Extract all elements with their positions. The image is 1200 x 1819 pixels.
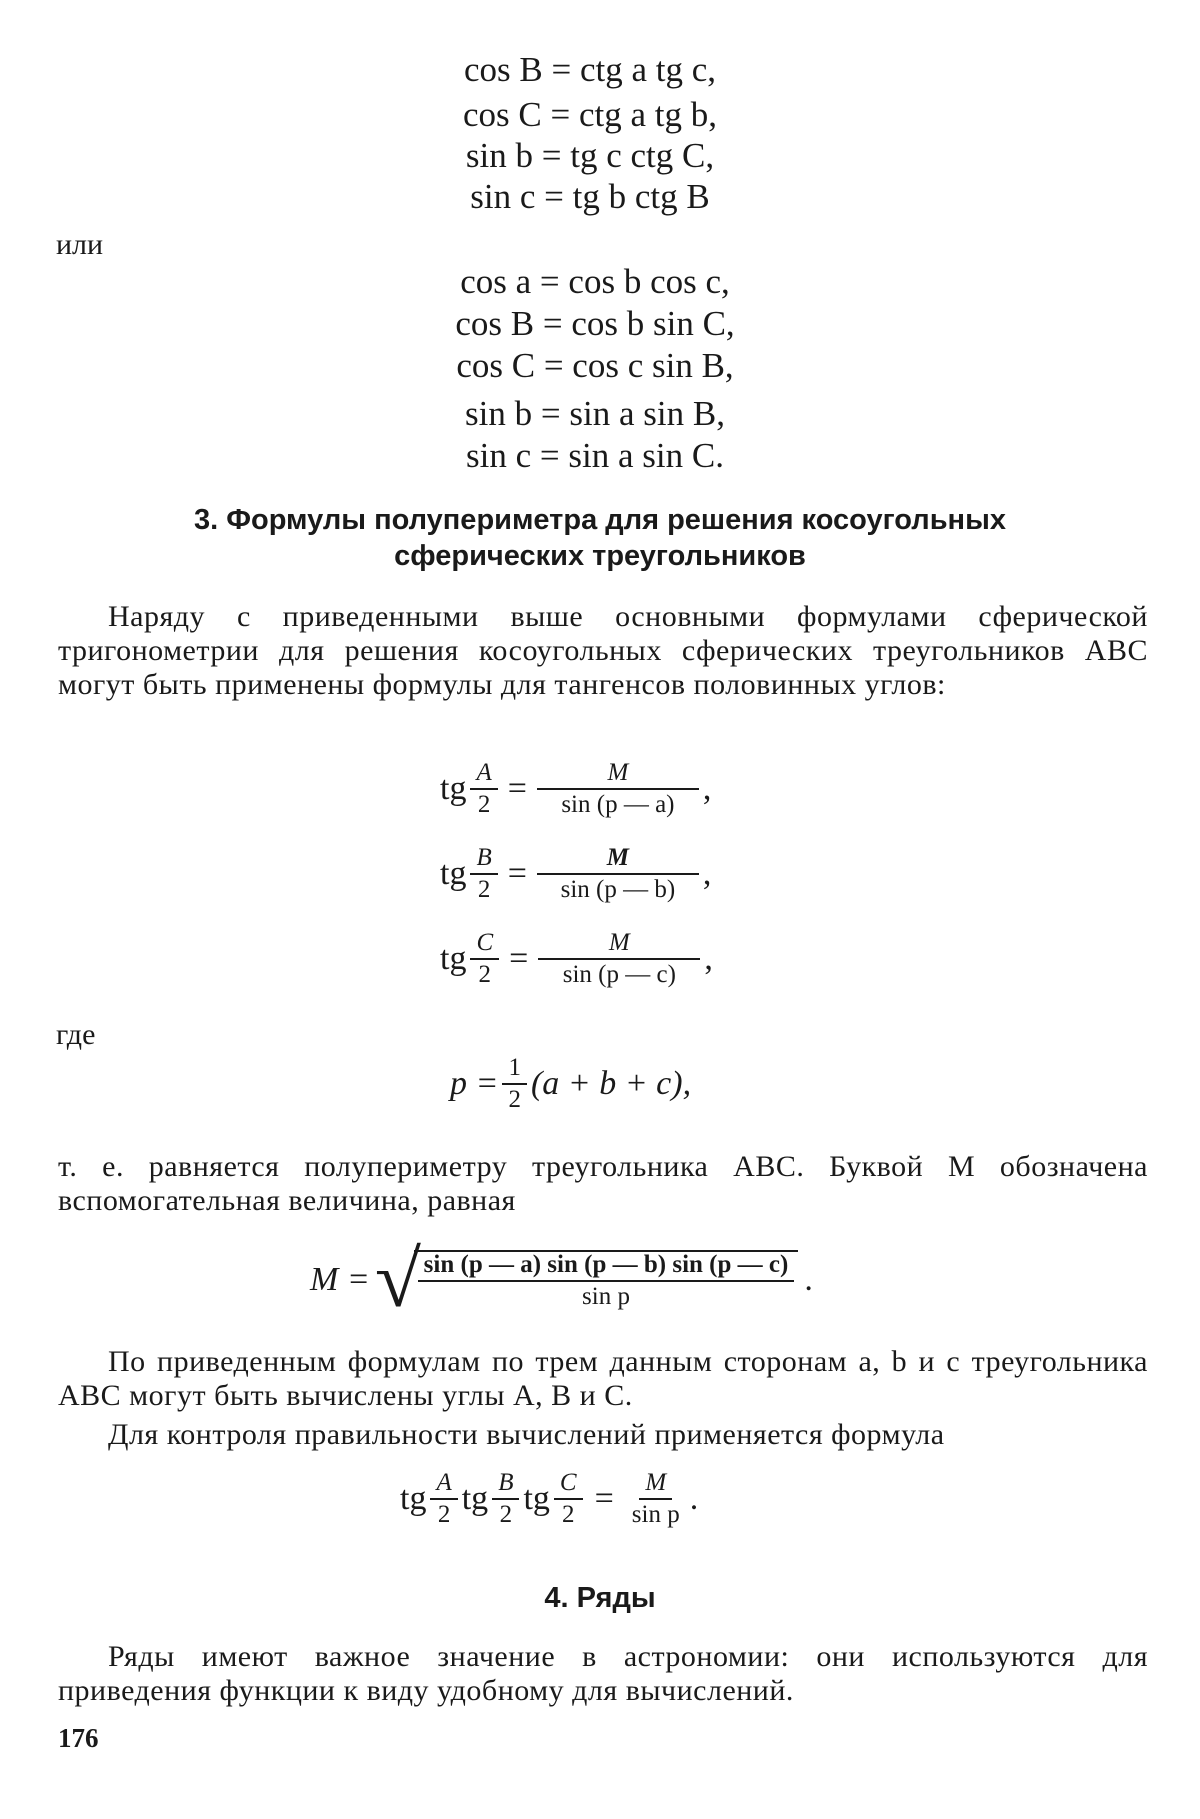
fraction-denominator: 2 (437, 1501, 451, 1529)
equation-cosa-cos: cos a = cos b cos c, (460, 262, 730, 301)
trailing-comma: , (702, 770, 712, 808)
equals-sign: = (509, 940, 529, 978)
p-rhs: (a + b + c), (530, 1065, 692, 1103)
tg-label: tg (400, 1480, 427, 1518)
fraction-denominator: 2 (508, 1086, 521, 1114)
section-4-heading: 4. Ряды (544, 1582, 656, 1614)
formula-M (310, 1236, 813, 1324)
fraction-numerator: M (537, 760, 699, 790)
tg-label: tg (523, 1480, 550, 1518)
fraction-A-over-2 (430, 1470, 457, 1529)
fraction-denominator: 2 (562, 1501, 575, 1529)
tg-label: tg (440, 855, 467, 893)
equals-sign: = (507, 770, 527, 808)
formula-tg-C (440, 930, 713, 989)
fraction-denominator: sin (p — a) (561, 791, 675, 819)
equation-cosB-ctg: cos B = ctg a tg c, (463, 50, 717, 89)
equals-sign: = (594, 1480, 614, 1518)
fraction-denominator: sin p (582, 1283, 630, 1310)
fraction-numerator: B (492, 1470, 519, 1500)
fraction-B-over-2 (470, 845, 497, 904)
word-ili: или (56, 228, 104, 261)
fraction-M-over-sin (538, 930, 700, 989)
fraction-numerator: 1 (502, 1055, 527, 1085)
formula-control (400, 1470, 698, 1529)
trailing-comma: , (702, 855, 712, 893)
formula-semiperimeter (450, 1055, 691, 1114)
paragraph-series: Ряды имеют важное значение в астрономии: они используются для приведения функции к виду удобному для вычислений. (58, 1640, 1148, 1707)
trailing-period: . (689, 1480, 699, 1518)
fraction-numerator: A (470, 760, 497, 790)
formula-tg-B (440, 845, 711, 904)
fraction-one-half (502, 1055, 527, 1114)
fraction-numerator: C (554, 1470, 583, 1500)
page-number: 176 (58, 1723, 99, 1753)
fraction-M-over-sinp (626, 1470, 686, 1529)
fraction-denominator: 2 (477, 791, 491, 819)
fraction-A-over-2 (470, 760, 497, 819)
fraction-numerator: C (470, 930, 499, 960)
fraction-numerator: M (639, 1470, 672, 1500)
fraction-denominator: sin (p — c) (562, 961, 676, 989)
fraction-denominator: sin (p — b) (560, 876, 676, 904)
paragraph-control: Для контроля правильности вычислений применяется формула (108, 1418, 945, 1451)
fraction-denominator: 2 (477, 876, 491, 904)
word-gde: где (56, 1018, 96, 1051)
fraction-M-over-sin (537, 845, 699, 904)
fraction-M-radicand (418, 1252, 795, 1311)
equation-cosC-cos: cos C = cos c sin B, (456, 346, 734, 385)
fraction-numerator: M (538, 930, 700, 960)
trailing-comma: , (704, 940, 713, 978)
equation-sinb-sin: sin b = sin a sin B, (465, 394, 725, 433)
sqrt-radicand (414, 1250, 799, 1311)
equals-sign: = (507, 855, 527, 893)
equation-sinb-tg: sin b = tg c ctg C, (465, 136, 715, 175)
trailing-period: . (804, 1261, 813, 1298)
fraction-denominator: sin p (631, 1501, 680, 1529)
equation-cosC-ctg: cos C = ctg a tg b, (462, 95, 717, 134)
tg-label: tg (461, 1480, 489, 1518)
fraction-numerator: B (470, 845, 497, 875)
fraction-denominator: 2 (478, 961, 492, 989)
p-lhs: p = (450, 1065, 499, 1103)
fraction-C-over-2 (554, 1470, 583, 1529)
equation-cosB-cos: cos B = cos b sin C, (455, 304, 735, 343)
tg-label: tg (440, 940, 467, 978)
M-lhs: M = (310, 1261, 370, 1298)
fraction-M-over-sin (537, 760, 699, 819)
fraction-B-over-2 (492, 1470, 519, 1529)
formula-tg-A (440, 760, 711, 819)
fraction-C-over-2 (470, 930, 499, 989)
fraction-denominator: 2 (499, 1501, 513, 1529)
paragraph-computation: По приведенным формулам по трем данным сторонам a, b и c треугольника ABC могут быть вычислены углы A, B и C. (58, 1345, 1148, 1412)
fraction-numerator: sin (p — a) sin (p — b) sin (p — c) (418, 1252, 795, 1282)
sqrt-icon: √ (374, 1236, 421, 1324)
equation-sinc-tg: sin c = tg b ctg B (470, 177, 710, 216)
paragraph-intro: Наряду с приведенными выше основными формулами сферической тригонометрии для решения косоугольных сферических треугольников ABC могут быть применены формулы для тангенсов половинных углов: (58, 600, 1148, 701)
tg-label: tg (440, 770, 467, 808)
paragraph-semiperimeter: т. е. равняется полупериметру треугольника ABC. Буквой M обозначена вспомогательная величина, равная (58, 1150, 1148, 1217)
section-3-heading-line1: 3. Формулы полупериметра для решения косоугольных (194, 504, 1006, 536)
section-3-heading-line2: сферических треугольников (394, 540, 806, 572)
fraction-numerator: M (537, 845, 699, 875)
equation-sinc-sin: sin c = sin a sin C. (466, 436, 724, 475)
fraction-numerator: A (430, 1470, 457, 1500)
